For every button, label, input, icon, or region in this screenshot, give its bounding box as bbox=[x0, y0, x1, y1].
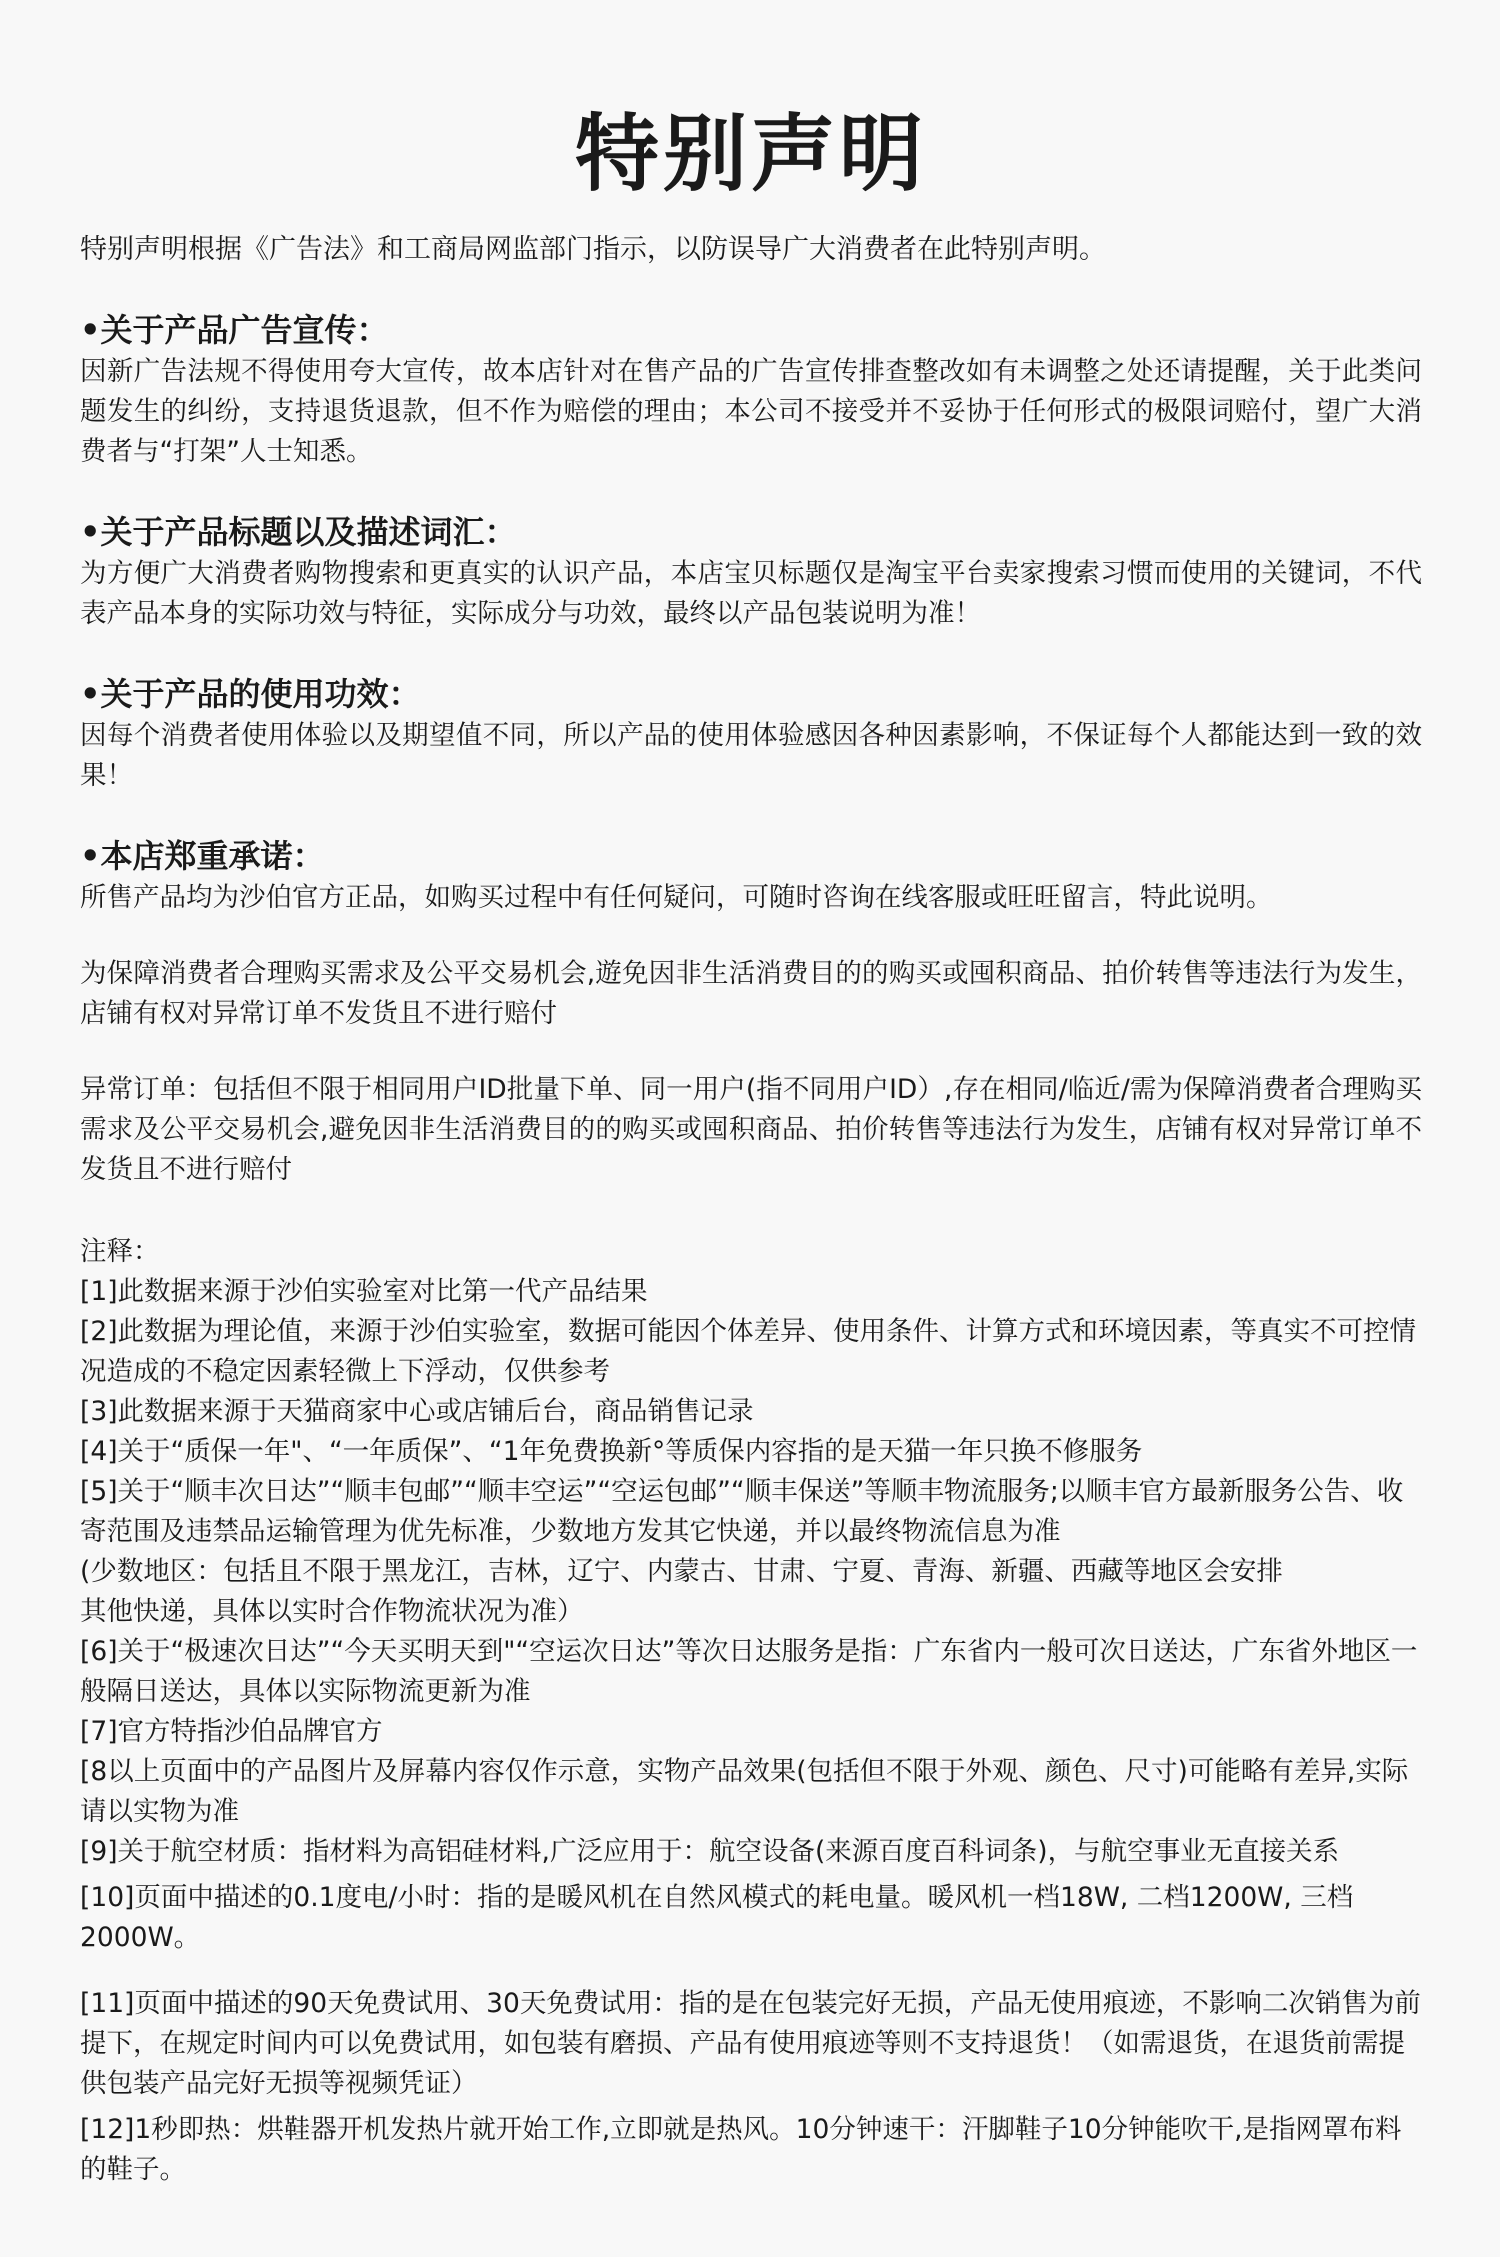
section-body: 因每个消费者使用体验以及期望值不同，所以产品的使用体验感因各种因素影响，不保证每个人都能达到一致的效果！ bbox=[80, 720, 1422, 792]
note-item: [6]关于“极速次日达”“今天买明天到"“空运次日达”等次日达服务是指：广东省内一般可次日送达，广东省外地区一般隔日送达，具体以实际物流更新为准 bbox=[80, 1636, 1418, 1708]
note-item: [9]关于航空材质：指材料为高铝硅材料,广泛应用于：航空设备(来源百度百科词条)，与航空事业无直接关系 bbox=[80, 1836, 1340, 1868]
policy-text: 为保障消费者合理购买需求及公平交易机会,遊免因非生活消费目的的购买或囤积商品、拍价转售等违法行为发生，店铺有权对异常订单不发货且不进行赔付 bbox=[80, 958, 1422, 1030]
section-body: 为方便广大消费者购物搜索和更真实的认识产品，本店宝贝标题仅是淘宝平台卖家搜索习惯而使用的关键词，不代表产品本身的实际功效与特征，实际成分与功效，最终以产品包装说明为准！ bbox=[80, 558, 1422, 630]
note-item: [10]页面中描述的0.1度电/小时：指的是暖风机在自然风模式的耗电量。暖风机一档18W, 二档1200W, 三档2000W。 bbox=[80, 1882, 1354, 1954]
section-advertising bbox=[80, 308, 1422, 472]
section-body: 因新广告法规不得使用夸大宣传，故本店针对在售产品的广告宣传排查整改如有未调整之处还请提醒，关于此类问题发生的纠纷，支持退货退款，但不作为赔偿的理由；本公司不接受并不妥协于任何形式的极限词赔付，望广大消费者与“打架”人士知悉。 bbox=[80, 356, 1422, 468]
section-effects bbox=[80, 672, 1422, 796]
section-body: 所售产品均为沙伯官方正品，如购买过程中有任何疑问，可随时咨询在线客服或旺旺留言，特此说明。 bbox=[80, 882, 1273, 914]
section-promise bbox=[80, 834, 1422, 918]
note-item: 其他快递，具体以实时合作物流状况为准） bbox=[80, 1596, 584, 1628]
note-item: [11]页面中描述的90天免费试用、30天免费试用：指的是在包装完好无损，产品无使用痕迹，不影响二次销售为前提下，在规定时间内可以免费试用，如包装有磨损、产品有使用痕迹等则不支持退货！（如需退货，在退货前需提供包装产品完好无损等视频凭证） bbox=[80, 1988, 1421, 2100]
note-item: [7]官方特指沙伯品牌官方 bbox=[80, 1716, 383, 1748]
note-item: [4]关于“质保一年"、“一年质保”、“1年免费换新°等质保内容指的是天猫一年只换不修服务 bbox=[80, 1436, 1143, 1468]
section-heading: •关于产品广告宣传： bbox=[80, 311, 389, 350]
note-item: [12]1秒即热：烘鞋器开机发热片就开始工作,立即就是热风。10分钟速干：汗脚鞋子10分钟能吹干,是指网罩布料的鞋子。 bbox=[80, 2114, 1402, 2186]
notes-title: 注释： bbox=[80, 1236, 160, 1268]
section-heading: •关于产品的使用功效： bbox=[80, 675, 421, 714]
abnormal-order-text: 异常订单：包括但不限于相同用户ID批量下单、同一用户(指不同用户ID）,存在相同/临近/需为保障消费者合理购买需求及公平交易机会,避免因非生活消费目的的购买或囤积商品、拍价转售等违法行为发生，店铺有权对异常订单不发货且不进行赔付 bbox=[80, 1074, 1422, 1186]
note-item: [2]此数据为理论值，来源于沙伯实验室，数据可能因个体差异、使用条件、计算方式和环境因素，等真实不可控情况造成的不稳定因素轻微上下浮动，仅供参考 bbox=[80, 1316, 1417, 1388]
section-heading: •本店郑重承诺： bbox=[80, 837, 325, 876]
section-heading: •关于产品标题以及描述词汇： bbox=[80, 513, 517, 552]
note-item: (少数地区：包括且不限于黑龙江，吉林，辽宁、内蒙古、甘肃、宁夏、青海、新疆、西藏等地区会安排 bbox=[80, 1556, 1283, 1588]
page-title: 特别声明 bbox=[574, 105, 927, 203]
section-title-keywords bbox=[80, 510, 1422, 634]
note-item: [8以上页面中的产品图片及屏幕内容仅作示意，实物产品效果(包括但不限于外观、颜色、尺寸)可能略有差异,实际请以实物为准 bbox=[80, 1756, 1409, 1828]
note-item: [5]关于“顺丰次日达”“顺丰包邮”“顺丰空运”“空运包邮”“顺丰保送”等顺丰物流服务;以顺丰官方最新服务公告、收寄范围及违禁品运输管理为优先标准，少数地方发其它快递，并以最终物流信息为准 bbox=[80, 1476, 1404, 1548]
note-item: [1]此数据来源于沙伯实验室对比第一代产品结果 bbox=[80, 1276, 648, 1308]
note-item: [3]此数据来源于天猫商家中心或店铺后台，商品销售记录 bbox=[80, 1396, 754, 1428]
intro-text: 特别声明根据《广告法》和工商局网监部门指示，以防误导广大消费者在此特别声明。 bbox=[80, 234, 1106, 266]
